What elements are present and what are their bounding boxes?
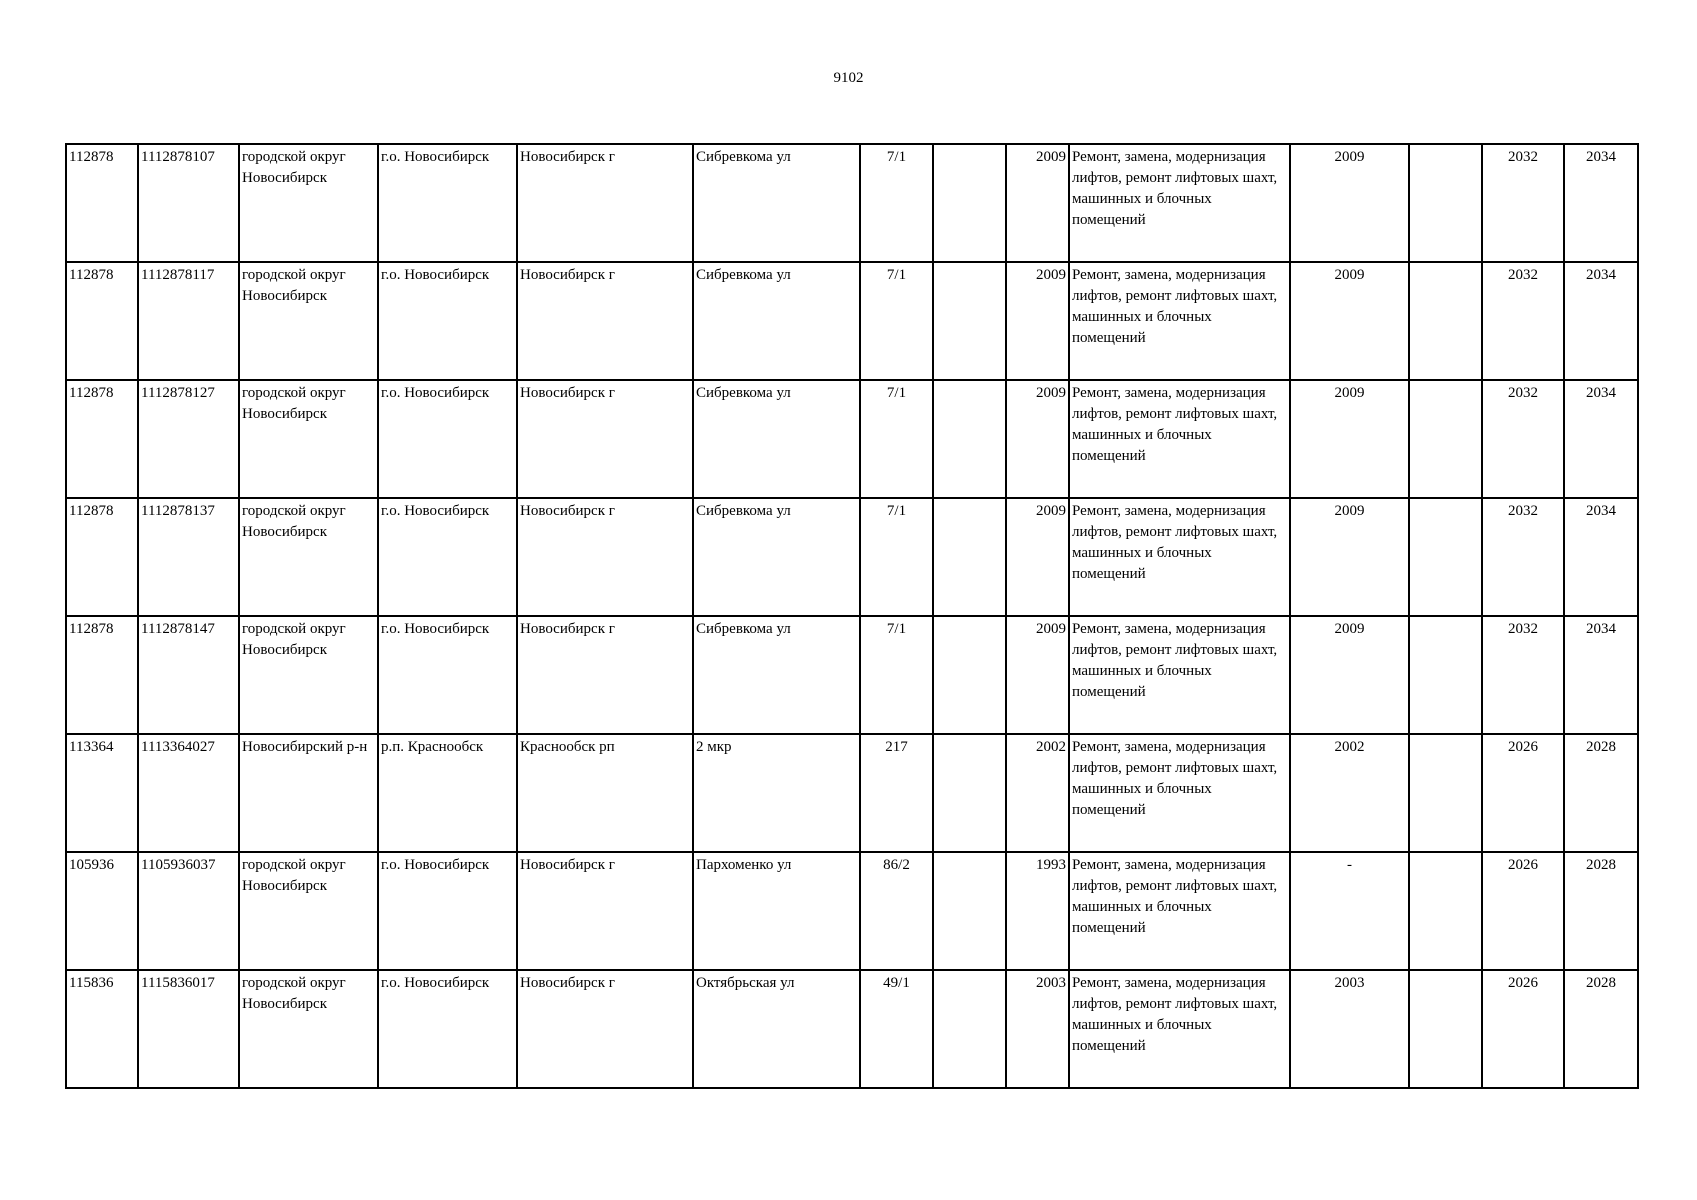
building-cell bbox=[933, 852, 1006, 970]
locality-cell: Новосибирск г bbox=[517, 144, 693, 262]
municipality-cell: р.п. Краснообск bbox=[378, 734, 517, 852]
municipality-cell: г.о. Новосибирск bbox=[378, 498, 517, 616]
blank-cell bbox=[1409, 380, 1482, 498]
period-end-cell: 2034 bbox=[1564, 144, 1638, 262]
year-built-cell: 2009 bbox=[1006, 616, 1069, 734]
last-repair-year-cell: 2003 bbox=[1290, 970, 1409, 1088]
district-cell: городской округ Новосибирск bbox=[239, 852, 378, 970]
building-cell bbox=[933, 144, 1006, 262]
period-end-cell: 2028 bbox=[1564, 970, 1638, 1088]
district-cell: Новосибирский р-н bbox=[239, 734, 378, 852]
street-cell: 2 мкр bbox=[693, 734, 860, 852]
record-id-cell: 112878 bbox=[66, 144, 138, 262]
building-cell bbox=[933, 380, 1006, 498]
building-cell bbox=[933, 970, 1006, 1088]
period-start-cell: 2026 bbox=[1482, 852, 1564, 970]
municipality-cell: г.о. Новосибирск bbox=[378, 380, 517, 498]
locality-cell: Новосибирск г bbox=[517, 262, 693, 380]
work-type-cell: Ремонт, замена, модернизация лифтов, ремонт лифтовых шахт, машинных и блочных помещений bbox=[1069, 262, 1290, 380]
year-built-cell: 2003 bbox=[1006, 970, 1069, 1088]
work-type-cell: Ремонт, замена, модернизация лифтов, ремонт лифтовых шахт, машинных и блочных помещений bbox=[1069, 380, 1290, 498]
last-repair-year-cell: 2002 bbox=[1290, 734, 1409, 852]
period-start-cell: 2032 bbox=[1482, 262, 1564, 380]
year-built-cell: 1993 bbox=[1006, 852, 1069, 970]
record-id-cell: 115836 bbox=[66, 970, 138, 1088]
period-end-cell: 2034 bbox=[1564, 616, 1638, 734]
record-id-cell: 112878 bbox=[66, 380, 138, 498]
object-code-cell: 1112878147 bbox=[138, 616, 239, 734]
period-end-cell: 2028 bbox=[1564, 852, 1638, 970]
year-built-cell: 2009 bbox=[1006, 380, 1069, 498]
object-code-cell: 1112878127 bbox=[138, 380, 239, 498]
work-type-cell: Ремонт, замена, модернизация лифтов, ремонт лифтовых шахт, машинных и блочных помещений bbox=[1069, 852, 1290, 970]
table-row bbox=[66, 262, 1638, 380]
year-built-cell: 2009 bbox=[1006, 498, 1069, 616]
period-end-cell: 2034 bbox=[1564, 262, 1638, 380]
blank-cell bbox=[1409, 616, 1482, 734]
page-number: 9102 bbox=[833, 70, 864, 86]
table-body bbox=[66, 144, 1638, 1088]
last-repair-year-cell: 2009 bbox=[1290, 262, 1409, 380]
house-number-cell: 7/1 bbox=[860, 262, 933, 380]
last-repair-year-cell: 2009 bbox=[1290, 144, 1409, 262]
locality-cell: Краснообск рп bbox=[517, 734, 693, 852]
street-cell: Сибревкома ул bbox=[693, 380, 860, 498]
object-code-cell: 1115836017 bbox=[138, 970, 239, 1088]
blank-cell bbox=[1409, 852, 1482, 970]
street-cell: Сибревкома ул bbox=[693, 262, 860, 380]
house-number-cell: 217 bbox=[860, 734, 933, 852]
house-number-cell: 86/2 bbox=[860, 852, 933, 970]
municipality-cell: г.о. Новосибирск bbox=[378, 852, 517, 970]
blank-cell bbox=[1409, 262, 1482, 380]
period-start-cell: 2032 bbox=[1482, 380, 1564, 498]
work-type-cell: Ремонт, замена, модернизация лифтов, ремонт лифтовых шахт, машинных и блочных помещений bbox=[1069, 144, 1290, 262]
table-row bbox=[66, 498, 1638, 616]
municipality-cell: г.о. Новосибирск bbox=[378, 144, 517, 262]
period-end-cell: 2034 bbox=[1564, 380, 1638, 498]
municipality-cell: г.о. Новосибирск bbox=[378, 262, 517, 380]
last-repair-year-cell: 2009 bbox=[1290, 498, 1409, 616]
locality-cell: Новосибирск г bbox=[517, 380, 693, 498]
object-code-cell: 1113364027 bbox=[138, 734, 239, 852]
locality-cell: Новосибирск г bbox=[517, 970, 693, 1088]
table-row bbox=[66, 970, 1638, 1088]
object-code-cell: 1112878137 bbox=[138, 498, 239, 616]
district-cell: городской округ Новосибирск bbox=[239, 380, 378, 498]
table-row bbox=[66, 144, 1638, 262]
table-row bbox=[66, 616, 1638, 734]
building-cell bbox=[933, 262, 1006, 380]
district-cell: городской округ Новосибирск bbox=[239, 616, 378, 734]
object-code-cell: 1105936037 bbox=[138, 852, 239, 970]
street-cell: Октябрьская ул bbox=[693, 970, 860, 1088]
house-number-cell: 7/1 bbox=[860, 380, 933, 498]
building-cell bbox=[933, 616, 1006, 734]
period-start-cell: 2032 bbox=[1482, 616, 1564, 734]
work-type-cell: Ремонт, замена, модернизация лифтов, ремонт лифтовых шахт, машинных и блочных помещений bbox=[1069, 498, 1290, 616]
locality-cell: Новосибирск г bbox=[517, 852, 693, 970]
last-repair-year-cell: - bbox=[1290, 852, 1409, 970]
municipality-cell: г.о. Новосибирск bbox=[378, 616, 517, 734]
house-number-cell: 7/1 bbox=[860, 498, 933, 616]
period-start-cell: 2032 bbox=[1482, 144, 1564, 262]
record-id-cell: 112878 bbox=[66, 262, 138, 380]
period-start-cell: 2032 bbox=[1482, 498, 1564, 616]
house-number-cell: 7/1 bbox=[860, 144, 933, 262]
period-end-cell: 2034 bbox=[1564, 498, 1638, 616]
year-built-cell: 2002 bbox=[1006, 734, 1069, 852]
object-code-cell: 1112878107 bbox=[138, 144, 239, 262]
object-code-cell: 1112878117 bbox=[138, 262, 239, 380]
record-id-cell: 112878 bbox=[66, 616, 138, 734]
repair-schedule-table bbox=[65, 143, 1639, 1089]
locality-cell: Новосибирск г bbox=[517, 616, 693, 734]
work-type-cell: Ремонт, замена, модернизация лифтов, ремонт лифтовых шахт, машинных и блочных помещений bbox=[1069, 970, 1290, 1088]
record-id-cell: 113364 bbox=[66, 734, 138, 852]
district-cell: городской округ Новосибирск bbox=[239, 144, 378, 262]
district-cell: городской округ Новосибирск bbox=[239, 498, 378, 616]
house-number-cell: 49/1 bbox=[860, 970, 933, 1088]
year-built-cell: 2009 bbox=[1006, 262, 1069, 380]
period-start-cell: 2026 bbox=[1482, 970, 1564, 1088]
table-row bbox=[66, 852, 1638, 970]
blank-cell bbox=[1409, 970, 1482, 1088]
street-cell: Сибревкома ул bbox=[693, 144, 860, 262]
building-cell bbox=[933, 734, 1006, 852]
table-row bbox=[66, 734, 1638, 852]
work-type-cell: Ремонт, замена, модернизация лифтов, ремонт лифтовых шахт, машинных и блочных помещений bbox=[1069, 616, 1290, 734]
last-repair-year-cell: 2009 bbox=[1290, 616, 1409, 734]
municipality-cell: г.о. Новосибирск bbox=[378, 970, 517, 1088]
house-number-cell: 7/1 bbox=[860, 616, 933, 734]
blank-cell bbox=[1409, 498, 1482, 616]
table-row bbox=[66, 380, 1638, 498]
year-built-cell: 2009 bbox=[1006, 144, 1069, 262]
period-end-cell: 2028 bbox=[1564, 734, 1638, 852]
street-cell: Пархоменко ул bbox=[693, 852, 860, 970]
work-type-cell: Ремонт, замена, модернизация лифтов, ремонт лифтовых шахт, машинных и блочных помещений bbox=[1069, 734, 1290, 852]
blank-cell bbox=[1409, 734, 1482, 852]
period-start-cell: 2026 bbox=[1482, 734, 1564, 852]
record-id-cell: 105936 bbox=[66, 852, 138, 970]
building-cell bbox=[933, 498, 1006, 616]
district-cell: городской округ Новосибирск bbox=[239, 262, 378, 380]
district-cell: городской округ Новосибирск bbox=[239, 970, 378, 1088]
street-cell: Сибревкома ул bbox=[693, 616, 860, 734]
blank-cell bbox=[1409, 144, 1482, 262]
street-cell: Сибревкома ул bbox=[693, 498, 860, 616]
locality-cell: Новосибирск г bbox=[517, 498, 693, 616]
record-id-cell: 112878 bbox=[66, 498, 138, 616]
last-repair-year-cell: 2009 bbox=[1290, 380, 1409, 498]
